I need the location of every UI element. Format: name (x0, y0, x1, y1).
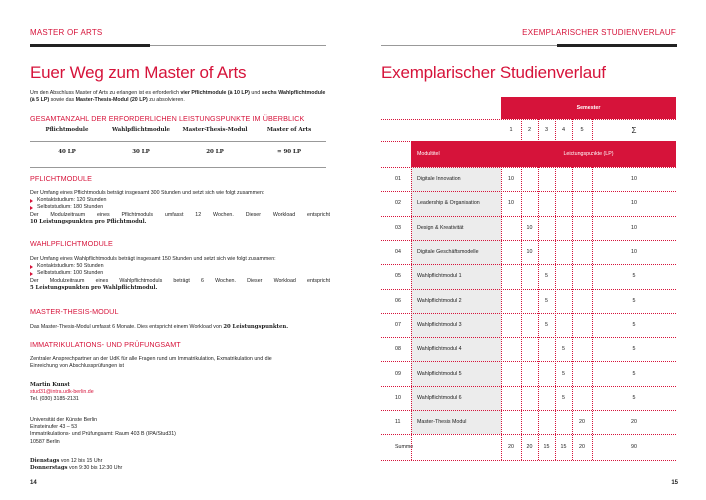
dotted-row-line (381, 337, 676, 338)
intro-paragraph (30, 90, 330, 104)
lp-cell (538, 167, 555, 191)
pflicht-bullet-text: Kontaktstudium: 120 Stunden (37, 197, 107, 204)
lp-cell: 5 (632, 394, 636, 401)
dotted-row-line (381, 119, 676, 120)
office-hours (30, 458, 330, 472)
overview-header-thesis: Master-Thesis-Modul (182, 127, 248, 133)
header-thick-rule (30, 44, 150, 47)
dotted-row-line (381, 410, 676, 411)
lp-cell: 10 (508, 176, 514, 183)
lp-cell: 5 (545, 321, 548, 328)
row-number: 02 (395, 200, 401, 207)
lp-cell: 10 (631, 200, 637, 207)
summe-value: 90 (631, 444, 637, 451)
overview-value-ma: = 90 LP (276, 149, 302, 155)
lp-cell: 10 (631, 176, 637, 183)
lp-cell (555, 313, 572, 337)
contact-email-link[interactable]: stud31@intra.udk-berlin.de (30, 389, 94, 396)
lp-cell: 5 (562, 346, 565, 353)
lp-cell: 5 (562, 394, 565, 401)
lp-cell: 5 (632, 321, 636, 328)
wahl-heading: WAHLPFLICHTMODULE (30, 239, 113, 248)
intro-text-4: zu absolvieren. (147, 97, 185, 104)
wahl-bullet-text: Selbststudium: 100 Stunden (37, 270, 104, 277)
lp-cell: 10 (631, 249, 637, 256)
wahl-section (30, 256, 330, 292)
amt-heading: IMMATRIKULATIONS- UND PRÜFUNGSAMT (30, 340, 181, 349)
thesis-lp: 20 Leistungspunkten. (223, 324, 289, 330)
lp-cell (555, 410, 572, 434)
modultitel-header: Modultitel (411, 141, 501, 167)
dotted-row-line (381, 313, 676, 314)
overview-value-pflicht: 40 LP (58, 149, 76, 155)
overview-table (30, 127, 326, 168)
lp-cell (572, 167, 592, 191)
dotted-row-line (381, 264, 676, 265)
intro-bold-3: Master-Thesis-Modul (20 LP) (75, 97, 148, 104)
pflicht-section (30, 190, 330, 226)
overview-header-ma: Master of Arts (266, 127, 312, 133)
row-number: 03 (395, 224, 401, 231)
pflicht-heading: PFLICHTMODULE (30, 174, 93, 183)
triangle-bullet-icon (30, 265, 33, 269)
lp-cell (538, 240, 555, 264)
row-number: 07 (395, 321, 401, 328)
dotted-row-line (381, 386, 676, 387)
summe-value: 20 (579, 444, 585, 451)
lp-cell (501, 289, 521, 313)
module-title: Digitale Innovation (417, 176, 461, 183)
dotted-column-line (411, 167, 412, 460)
intro-bold-1: vier Pflichtmodule (à 10 LP) (180, 90, 250, 96)
pflicht-bullet-1 (30, 197, 330, 204)
lp-cell (572, 264, 592, 288)
right-running-header: EXEMPLARISCHER STUDIENVERLAUF (522, 28, 676, 37)
row-number: 11 (395, 419, 401, 426)
module-title: Wahlpflichtmodul 4 (417, 346, 462, 353)
lp-cell: 10 (526, 249, 533, 256)
lp-cell (538, 191, 555, 215)
contact-tel: Tel. (030) 3185-2131 (30, 396, 79, 403)
pflicht-text: Der Umfang eines Pflichtmoduls beträgt insgesamt 300 Stunden und setzt sich wie folgt zusammen: (30, 190, 265, 196)
row-number: 05 (395, 273, 401, 280)
lp-cell: 10 (526, 224, 533, 231)
pflicht-bullet-text: Selbststudium: 180 Stunden (37, 204, 104, 211)
lp-cell (555, 167, 572, 191)
thesis-paragraph (30, 324, 330, 331)
module-title: Digitale Geschäftsmodelle (417, 249, 479, 256)
dotted-column-line (592, 119, 593, 460)
row-number: 10 (395, 394, 401, 401)
amt-paragraph (30, 356, 330, 370)
lp-cell: 5 (632, 370, 636, 377)
contact-block (30, 382, 330, 404)
wahl-zeitraum: Der Modulzeitraum eines Wahlpflichtmoduls beträgt 6 Wochen. Dieser Workload entspricht (30, 277, 330, 284)
lp-cell (572, 361, 592, 385)
lp-cell (521, 289, 538, 313)
lp-cell: 10 (508, 200, 514, 207)
dotted-row-line (381, 240, 676, 241)
thesis-text: Das Master-Thesis-Modul umfasst 6 Monate. Dies entspricht einem Workload von (30, 324, 224, 330)
summe-value: 20 (526, 444, 533, 451)
lp-cell: 5 (632, 297, 636, 304)
hours-day-2: Donnerstags (30, 465, 68, 472)
lp-cell (555, 240, 572, 264)
lp-cell (501, 410, 521, 434)
hours-time-2: von 9:30 bis 12:30 Uhr (67, 465, 123, 472)
row-number: 06 (395, 297, 401, 304)
intro-text-2: und (249, 90, 262, 96)
wahl-bullet-2 (30, 270, 330, 277)
lp-cell (521, 313, 538, 337)
lp-cell (521, 167, 538, 191)
lp-cell: 20 (631, 419, 637, 426)
lp-cell (538, 337, 555, 361)
hours-time-1: von 12 bis 15 Uhr (59, 458, 103, 464)
module-title: Master-Thesis Modul (417, 419, 467, 426)
semester-header: Semester (501, 97, 676, 119)
summe-value: 15 (560, 444, 567, 451)
lp-cell (521, 191, 538, 215)
module-title: Leadership & Organisation (417, 200, 480, 207)
lp-cell: 5 (545, 297, 548, 304)
hours-day-1: Dienstags (30, 458, 60, 464)
lp-cell (538, 216, 555, 240)
overview-bottom-rule (30, 167, 326, 168)
lp-cell (501, 337, 521, 361)
semester-number: Σ (631, 125, 637, 135)
row-number: 08 (395, 346, 401, 353)
address-line: Universität der Künste Berlin (30, 417, 98, 423)
lp-cell (572, 191, 592, 215)
module-title: Wahlpflichtmodul 3 (417, 321, 462, 328)
row-number: 01 (395, 176, 401, 183)
address-line: 10587 Berlin (30, 438, 60, 445)
dotted-column-line (521, 119, 522, 460)
semester-number: 4 (561, 127, 566, 133)
pflicht-bullet-2 (30, 204, 330, 211)
wahl-bullet-1 (30, 263, 330, 270)
lp-cell (572, 240, 592, 264)
lp-cell: 5 (632, 346, 636, 353)
dotted-row-line (381, 167, 676, 168)
wahl-bullet-text: Kontaktstudium: 50 Stunden (37, 263, 104, 270)
summe-label: Summe (395, 444, 414, 451)
semester-number: 3 (544, 127, 549, 133)
overview-value-row (30, 149, 326, 163)
triangle-bullet-icon (30, 206, 33, 210)
lp-cell (521, 386, 538, 410)
left-page-title: Euer Weg zum Master of Arts (30, 63, 247, 82)
header-thin-rule (150, 45, 326, 46)
right-page-number: 15 (671, 480, 678, 486)
right-page-title: Exemplarischer Studienverlauf (381, 63, 606, 82)
lp-cell (555, 216, 572, 240)
overview-header-pflicht: Pflichtmodule (45, 127, 89, 133)
thesis-heading: MASTER-THESIS-MODUL (30, 307, 119, 316)
intro-text-3: sowie das (49, 97, 76, 104)
lp-cell (501, 264, 521, 288)
lp-cell (572, 289, 592, 313)
dotted-row-line (381, 460, 676, 461)
lp-cell: 20 (579, 419, 585, 426)
lp-cell: 5 (545, 273, 548, 280)
dotted-row-line (381, 434, 676, 435)
lp-header: Leistungspunkte (LP) (501, 141, 676, 167)
overview-header-row (30, 127, 326, 139)
lp-cell (538, 361, 555, 385)
dotted-row-line (381, 361, 676, 362)
address-line: Einsteinufer 43 – 53 (30, 424, 78, 431)
lp-cell (572, 337, 592, 361)
pflicht-lp: 10 Leistungspunkten pro Pflichtmodul. (30, 218, 147, 225)
amt-text-1: Zentraler Ansprechpartner an der UdK für alle Fragen rund um Immatrikulation, Exmatrikulation und die (30, 356, 272, 362)
semester-number: 5 (580, 127, 584, 133)
wahl-lp: 5 Leistungspunkten pro Wahlpflichtmodul. (30, 284, 158, 291)
lp-cell (538, 386, 555, 410)
summe-value: 20 (508, 444, 514, 451)
lp-cell (555, 289, 572, 313)
lp-cell (538, 410, 555, 434)
module-title: Wahlpflichtmodul 5 (417, 370, 462, 377)
lp-cell (501, 361, 521, 385)
left-running-header: MASTER OF ARTS (30, 28, 103, 37)
dotted-row-line (381, 191, 676, 192)
summe-value: 15 (543, 444, 550, 451)
lp-cell: 10 (631, 224, 637, 231)
address-line: Immatrikulations- und Prüfungsamt: Raum 403 B (IPA/Stud31) (30, 431, 176, 438)
lp-cell (572, 216, 592, 240)
overview-value-thesis: 20 LP (206, 149, 224, 155)
lp-cell (521, 337, 538, 361)
overview-heading: GESAMTANZAHL DER ERFORDERLICHEN LEISTUNGSPUNKTE IM ÜBERBLICK (30, 114, 305, 123)
intro-text-1: Um den Abschluss Master of Arts zu erlangen ist es erforderlich (30, 90, 181, 96)
module-title: Wahlpflichtmodul 6 (417, 394, 462, 401)
module-title: Wahlpflichtmodul 2 (417, 297, 462, 304)
lp-cell (555, 264, 572, 288)
dotted-row-line (381, 216, 676, 217)
lp-cell: 5 (632, 273, 636, 280)
left-page-number: 14 (30, 480, 37, 486)
lp-cell (521, 264, 538, 288)
lp-cell (572, 313, 592, 337)
header-thick-rule (557, 44, 677, 47)
semester-number: 2 (527, 127, 532, 133)
lp-cell (501, 313, 521, 337)
address-block (30, 417, 330, 446)
intro-bold-2: sechs Wahlpflichtmodule (à 5 LP) (30, 90, 326, 104)
triangle-bullet-icon (30, 199, 33, 203)
row-number: 09 (395, 370, 401, 377)
overview-divider (30, 141, 326, 142)
lp-cell: 5 (562, 370, 565, 377)
contact-name: Martin Kunst (30, 382, 70, 388)
lp-cell (521, 410, 538, 434)
overview-value-wahl: 30 LP (132, 149, 150, 155)
triangle-bullet-icon (30, 272, 33, 276)
dotted-column-line (572, 119, 573, 460)
lp-cell (501, 240, 521, 264)
wahl-text: Der Umfang eines Wahlpflichtmoduls beträgt insgesamt 150 Stunden und setzt sich wie folgt zusammen: (30, 256, 276, 262)
lp-cell (501, 216, 521, 240)
dotted-column-line (538, 119, 539, 460)
semester-number: 1 (509, 127, 513, 133)
lp-cell (501, 386, 521, 410)
study-plan-table (381, 97, 676, 457)
module-title: Wahlpflichtmodul 1 (417, 273, 462, 280)
lp-cell (572, 386, 592, 410)
row-number: 04 (395, 249, 401, 256)
lp-cell (555, 191, 572, 215)
overview-header-wahl: Wahlpflichtmodule (111, 127, 171, 133)
dotted-row-line (381, 141, 676, 142)
module-title: Design & Kreativität (417, 224, 464, 231)
lp-cell (521, 361, 538, 385)
dotted-column-line (555, 119, 556, 460)
dotted-row-line (381, 289, 676, 290)
header-thin-rule (381, 45, 557, 46)
dotted-column-line (501, 167, 502, 460)
amt-text-2: Einreichung von Abschlussprüfungen ist (30, 363, 124, 370)
pflicht-zeitraum: Der Modulzeitraum eines Pflichtmoduls umfasst 12 Wochen. Dieser Workload entspricht (30, 211, 330, 218)
